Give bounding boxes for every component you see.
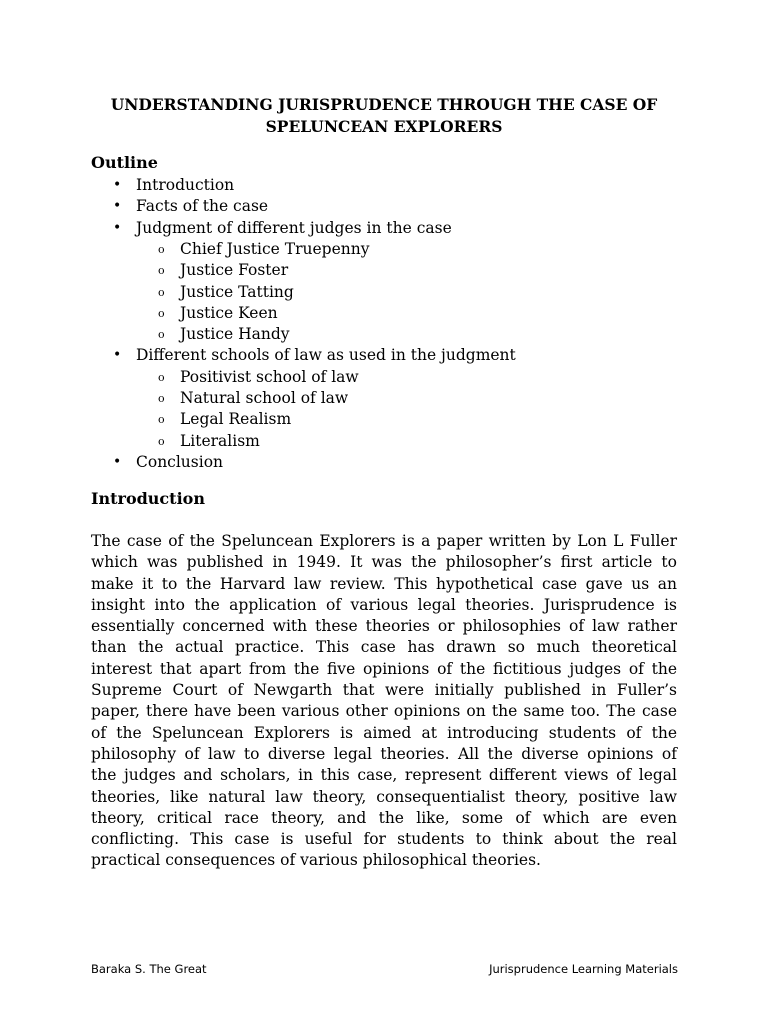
outline-heading: Outline xyxy=(91,153,158,172)
outline-subitem-text: Positivist school of law xyxy=(180,367,359,386)
paragraph-line: essentially concerned with these theories or philosophies of law rather xyxy=(91,617,677,636)
circle-bullet-icon: o xyxy=(158,306,165,320)
paragraph-line: Supreme Court of Newgarth that were initially published in Fuller’s xyxy=(91,681,677,700)
document-title xyxy=(90,94,678,138)
paragraph-line: than the actual practice. This case has drawn so much theoretical xyxy=(91,638,677,657)
paragraph-line: make it to the Harvard law review. This hypothetical case gave us an xyxy=(91,574,677,593)
circle-bullet-icon: o xyxy=(158,242,165,256)
circle-bullet-icon: o xyxy=(158,264,165,278)
outline-subitem-text: Justice Tatting xyxy=(180,282,294,301)
outline-item-text: Conclusion xyxy=(136,452,224,471)
introduction-paragraph xyxy=(91,531,677,872)
paragraph-line: the judges and scholars, in this case, represent different views of legal xyxy=(91,766,677,785)
outline-subitem-text: Literalism xyxy=(180,431,260,450)
paragraph-line: conflicting. This case is useful for students to think about the real xyxy=(91,830,677,849)
circle-bullet-icon: o xyxy=(158,328,165,342)
introduction-heading: Introduction xyxy=(91,489,205,508)
paragraph-line: insight into the application of various legal theories. Jurisprudence is xyxy=(91,595,677,614)
paragraph-line: of the Speluncean Explorers is aimed at introducing students of the xyxy=(91,723,677,742)
outline-item-text: Different schools of law as used in the judgment xyxy=(136,346,516,365)
bullet-icon: • xyxy=(113,347,122,364)
bullet-icon: • xyxy=(113,453,122,470)
bullet-icon: • xyxy=(113,177,122,193)
bullet-icon: • xyxy=(113,219,122,236)
title-line-1: UNDERSTANDING JURISPRUDENCE THROUGH THE CASE OF xyxy=(110,95,658,114)
outline-item-text: Introduction xyxy=(136,176,235,194)
paragraph-line: paper, there have been various other opinions on the same too. The case xyxy=(91,702,677,721)
paragraph-line: practical consequences of various philosophical theories. xyxy=(91,851,541,870)
outline-subitem-text: Justice Keen xyxy=(180,303,278,322)
paragraph-line: theory, critical race theory, and the like, some of which are even xyxy=(91,808,677,827)
circle-bullet-icon: o xyxy=(158,370,165,384)
paragraph-line: The case of the Speluncean Explorers is a paper written by Lon L Fuller xyxy=(91,532,677,550)
circle-bullet-icon: o xyxy=(158,285,165,299)
paragraph-line: which was published in 1949. It was the philosopher’s first article to xyxy=(91,553,677,572)
title-line-2: SPELUNCEAN EXPLORERS xyxy=(265,117,503,136)
outline-item-text: Judgment of different judges in the case xyxy=(136,218,452,237)
outline-subitem-text: Justice Handy xyxy=(180,325,290,344)
footer-series: Jurisprudence Learning Materials xyxy=(489,962,678,976)
outline-subitem-text: Chief Justice Truepenny xyxy=(180,239,370,258)
paragraph-line: philosophy of law to diverse legal theories. All the diverse opinions of xyxy=(91,744,677,763)
circle-bullet-icon: o xyxy=(158,413,165,427)
footer-author: Baraka S. The Great xyxy=(91,962,207,976)
outline-subitem-text: Legal Realism xyxy=(180,410,292,429)
outline-subitem-text: Justice Foster xyxy=(180,261,289,280)
paragraph-line: theories, like natural law theory, consequentialist theory, positive law xyxy=(91,787,677,806)
outline-item-text: Facts of the case xyxy=(136,197,269,216)
circle-bullet-icon: o xyxy=(158,434,165,448)
bullet-icon: • xyxy=(113,198,122,215)
outline-subitem-text: Natural school of law xyxy=(180,389,349,407)
paragraph-line: interest that apart from the five opinions of the fictitious judges of the xyxy=(91,659,677,678)
circle-bullet-icon: o xyxy=(158,392,165,405)
